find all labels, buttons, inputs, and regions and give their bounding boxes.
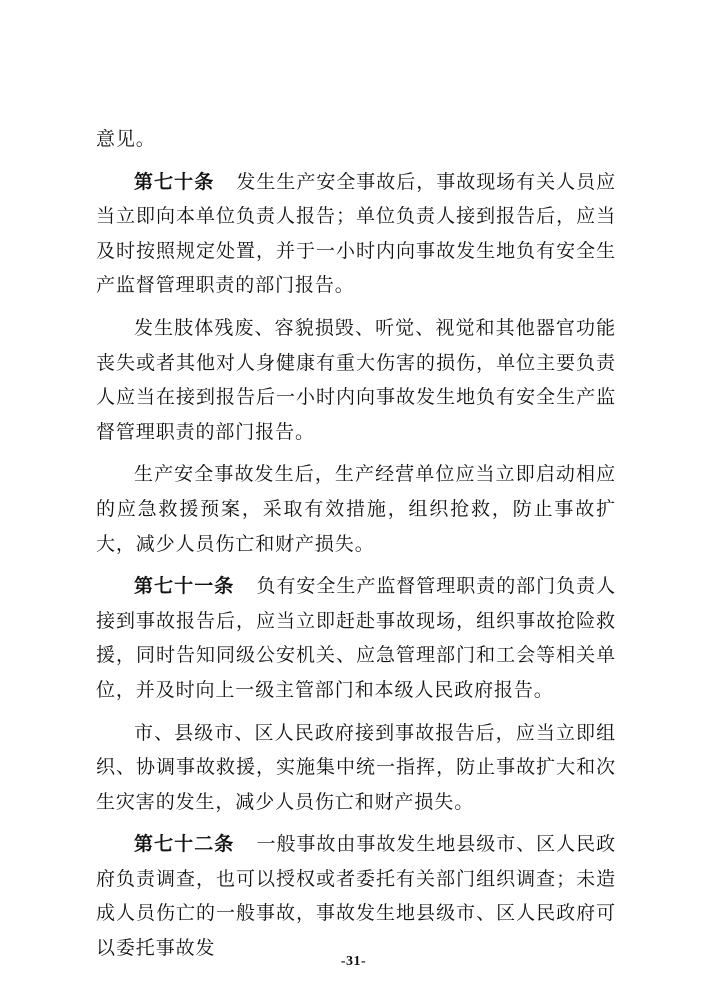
paragraph-text: 市、县级市、区人民政府接到事故报告后，应当立即组织、协调事故救援，实施集中统一指挥，防止事故扩大和次生灾害的发生，减少人员伤亡和财产损失。: [96, 721, 616, 813]
article-heading: 第七十条: [134, 170, 215, 193]
paragraph: [96, 457, 616, 561]
page-number: -31-: [340, 954, 367, 969]
paragraph-text: 一般事故由事故发生地县级市、区人民政府负责调查，也可以授权或者委托有关部门组织调查；未造成人员伤亡的一般事故，事故发生地县级市、区人民政府可以委托事故发: [96, 833, 616, 960]
article-71-paragraph: [96, 569, 616, 707]
paragraph-text: 负有安全生产监督管理职责的部门负责人接到事故报告后，应当立即赶赴事故现场，组织事故抢险救援，同时告知同级公安机关、应急管理部门和工会等相关单位，并及时向上一级主管部门和本级人民政府报告。: [96, 575, 616, 701]
paragraph-continuation: [96, 122, 616, 157]
article-72-paragraph: [96, 827, 616, 965]
paragraph: [96, 716, 616, 820]
paragraph: [96, 311, 616, 449]
document-body: [96, 122, 616, 974]
paragraph-text: 发生肢体残废、容貌损毁、听觉、视觉和其他器官功能丧失或者其他对人身健康有重大伤害的损伤，单位主要负责人应当在接到报告后一小时内向事故发生地负有安全生产监督管理职责的部门报告。: [96, 316, 616, 443]
paragraph-text: 生产安全事故发生后，生产经营单位应当立即启动相应的应急救援预案，采取有效措施，组织抢救，防止事故扩大，减少人员伤亡和财产损失。: [96, 463, 616, 555]
paragraph-text: 意见。: [96, 128, 156, 150]
article-70-paragraph: [96, 165, 616, 303]
paragraph-text: 发生生产安全事故后，事故现场有关人员应当立即向本单位负责人报告；单位负责人接到报告后，应当及时按照规定处置，并于一小时内向事故发生地负有安全生产监督管理职责的部门报告。: [96, 170, 616, 297]
article-heading: 第七十一条: [134, 575, 235, 598]
article-heading: 第七十二条: [134, 833, 235, 856]
